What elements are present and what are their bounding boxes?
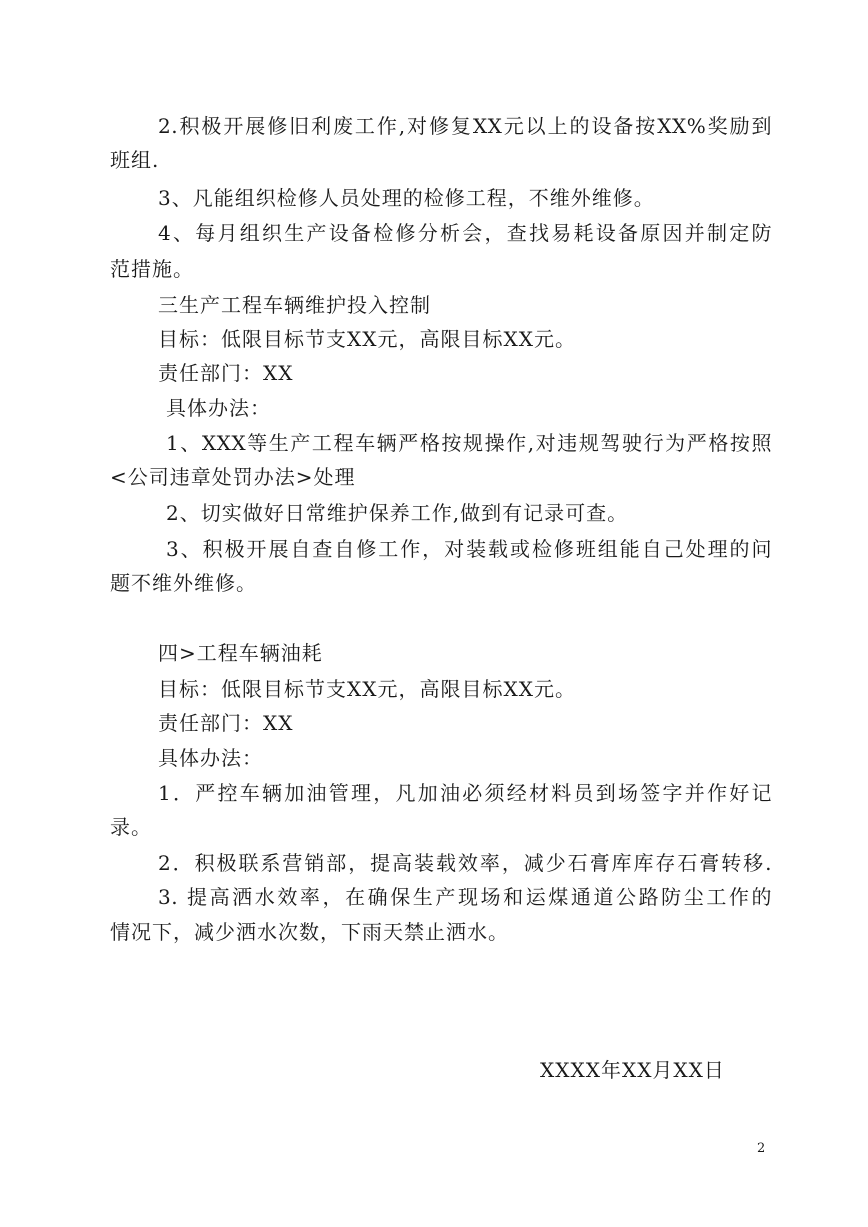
- paragraph-line: <公司违章处罚办法>处理: [110, 465, 356, 489]
- paragraph-line: 2、切实做好日常维护保养工作,做到有记录可查。: [166, 501, 629, 525]
- paragraph-line: 目标：低限目标节支XX元，高限目标XX元。: [158, 327, 576, 351]
- paragraph-line: 题不维外维修。: [110, 571, 257, 595]
- paragraph-line: 具体办法：: [166, 396, 271, 420]
- paragraph-line: 情况下，减少洒水次数，下雨天禁止洒水。: [110, 920, 509, 944]
- paragraph-line: 责任部门：XX: [158, 711, 294, 735]
- paragraph-line: 责任部门：XX: [158, 361, 294, 385]
- paragraph-line: 具体办法：: [158, 746, 263, 770]
- page-number: 2: [757, 1141, 766, 1156]
- paragraph-line: 3. 提高洒水效率，在确保生产现场和运煤通道公路防尘工作的: [158, 885, 772, 909]
- paragraph-line: 1、XXX等生产工程车辆严格按规操作,对违规驾驶行为严格按照: [166, 431, 772, 455]
- paragraph-line: 1．严控车辆加油管理，凡加油必须经材料员到场签字并作好记: [158, 781, 772, 805]
- paragraph-line: 班组.: [110, 148, 160, 172]
- paragraph-line: 范措施。: [110, 257, 194, 281]
- paragraph-line: 2.积极开展修旧利废工作,对修复XX元以上的设备按XX%奖励到: [158, 114, 772, 138]
- paragraph-line: 目标：低限目标节支XX元，高限目标XX元。: [158, 677, 576, 701]
- paragraph-line: 3、凡能组织检修人员处理的检修工程，不维外维修。: [158, 186, 655, 210]
- paragraph-line: 录。: [110, 815, 152, 839]
- paragraph-line: 2．积极联系营销部，提高装载效率，减少石膏库库存石膏转移.: [158, 851, 772, 875]
- paragraph-line: 4、每月组织生产设备检修分析会，查找易耗设备原因并制定防: [158, 221, 772, 245]
- paragraph-line: 3、积极开展自查自修工作，对装载或检修班组能自己处理的问: [166, 537, 772, 561]
- section-heading: 三生产工程车辆维护投入控制: [158, 293, 431, 317]
- document-date: XXXX年XX月XX日: [540, 1058, 725, 1082]
- section-heading: 四>工程车辆油耗: [158, 641, 323, 665]
